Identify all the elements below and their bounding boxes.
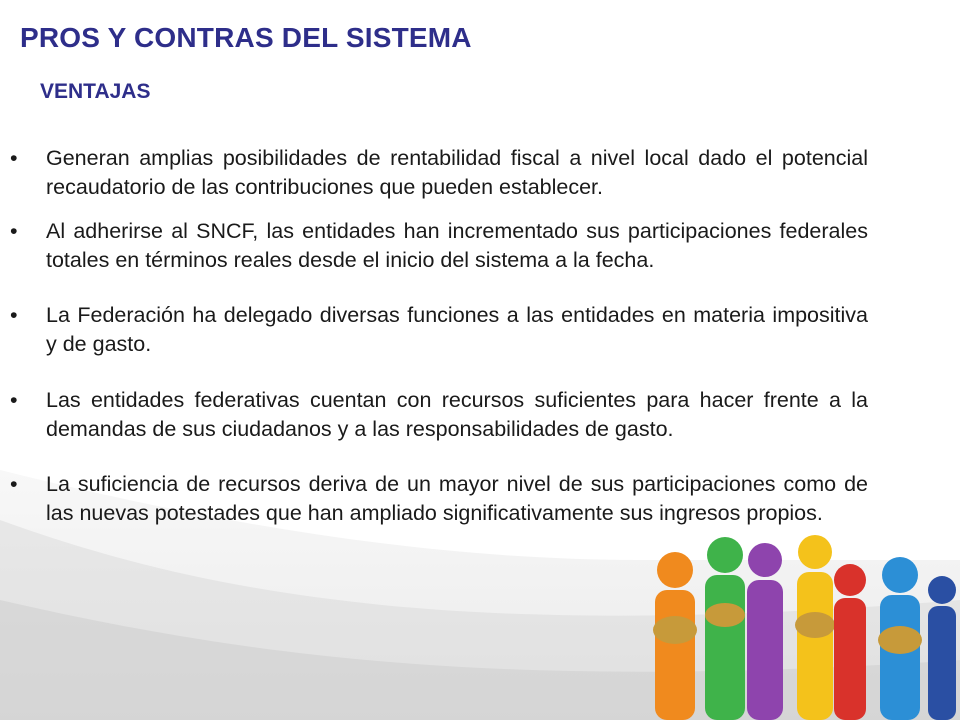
bullet-text: Las entidades federativas cuentan con recursos suficientes para hacer frente a la demandas de sus ciudadanos y a las responsabilidades de gasto. bbox=[46, 388, 868, 441]
list-item bbox=[10, 217, 868, 275]
figure-orange bbox=[653, 552, 697, 720]
bullet-text: Generan amplias posibilidades de rentabilidad fiscal a nivel local dado el potencial recaudatorio de las contribuciones que pueden establecer. bbox=[46, 146, 868, 199]
figure-yellow bbox=[795, 535, 835, 720]
bullet-icon: • bbox=[10, 219, 18, 243]
advantages-list bbox=[10, 144, 868, 528]
section-subtitle: VENTAJAS bbox=[40, 80, 151, 103]
list-item bbox=[10, 301, 868, 359]
list-item bbox=[10, 386, 868, 444]
bullet-text: La suficiencia de recursos deriva de un mayor nivel de sus participaciones como de las nuevas potestades que han ampliado significativamente sus ingresos propios. bbox=[46, 472, 868, 525]
figure-blue bbox=[878, 557, 922, 720]
bullet-text: Al adherirse al SNCF, las entidades han incrementado sus participaciones federales totales en términos reales desde el inicio del sistema a la fecha. bbox=[46, 219, 868, 272]
bullet-text: La Federación ha delegado diversas funciones a las entidades en materia impositiva y de gasto. bbox=[46, 303, 868, 356]
bullet-icon: • bbox=[10, 388, 18, 412]
bullet-icon: • bbox=[10, 472, 18, 496]
slide-title: PROS Y CONTRAS DEL SISTEMA bbox=[20, 22, 472, 53]
bullet-icon: • bbox=[10, 303, 18, 327]
bullet-icon: • bbox=[10, 146, 18, 170]
figure-green bbox=[705, 537, 745, 720]
list-item bbox=[10, 470, 868, 528]
figure-red bbox=[834, 564, 866, 720]
list-item bbox=[10, 144, 868, 202]
people-with-coins-illustration bbox=[630, 530, 960, 720]
figure-darkblue bbox=[928, 576, 956, 720]
figure-purple bbox=[747, 543, 783, 720]
